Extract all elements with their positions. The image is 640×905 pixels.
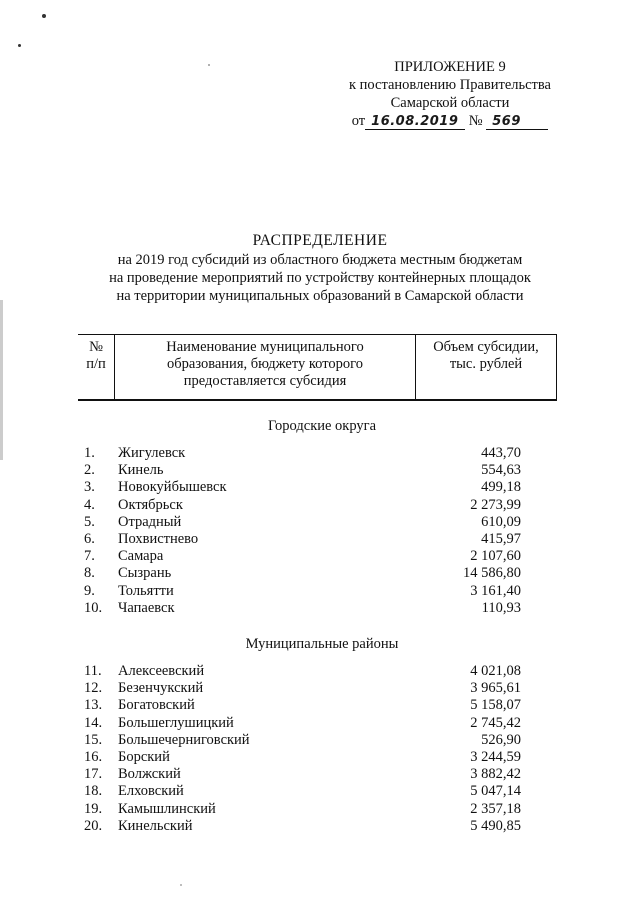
table-row: 4. Октябрьск 2 273,99: [84, 496, 521, 513]
header-col-number: № п/п: [78, 335, 115, 399]
appendix-header: [330, 58, 570, 130]
table-row: 10. Чапаевск 110,93: [84, 599, 521, 616]
title-heading: РАСПРЕДЕЛЕНИЕ: [252, 232, 388, 249]
header-col-amount: Объем субсидии, тыс. рублей: [433, 339, 539, 372]
table-row: 13. Богатовский 5 158,07: [84, 697, 521, 714]
table-row: 5. Отрадный 610,09: [84, 513, 521, 530]
table-body-city-districts: [78, 445, 558, 617]
table-row: 3. Новокуйбышевск 499,18: [84, 479, 521, 496]
table-row: 9. Тольятти 3 161,40: [84, 582, 521, 599]
title-line-1: на 2019 год субсидий из областного бюджета местным бюджетам: [117, 252, 523, 268]
document-title: [60, 232, 580, 305]
appendix-date-line: [330, 112, 570, 130]
table-row: 12. Безенчукский 3 965,61: [84, 680, 521, 697]
table-row: 16. Борский 3 244,59: [84, 748, 521, 765]
table-row: 17. Волжский 3 882,42: [84, 766, 521, 783]
table-row: 14. Большеглушицкий 2 745,42: [84, 714, 521, 731]
handwritten-number: 569: [486, 114, 548, 130]
table-row: 11. Алексеевский 4 021,08: [84, 663, 521, 679]
handwritten-date: 16.08.2019: [365, 114, 465, 130]
appendix-line-2: Самарской области: [390, 95, 510, 111]
appendix-line-1: к постановлению Правительства: [349, 77, 551, 93]
table-row: 2. Кинель 554,63: [84, 462, 521, 479]
scan-speck: [18, 44, 21, 47]
table-row: 20. Кинельский 5 490,85: [84, 817, 521, 834]
table-row: 19. Камышлинский 2 357,18: [84, 800, 521, 817]
number-prefix: №: [468, 113, 483, 129]
appendix-title: ПРИЛОЖЕНИЕ 9: [394, 59, 506, 75]
table-row: 15. Большечерниговский 526,90: [84, 731, 521, 748]
scan-edge-shadow: [0, 300, 3, 460]
table-row: 1. Жигулевск 443,70: [84, 445, 521, 461]
table-row: 6. Похвистнево 415,97: [84, 530, 521, 547]
title-line-2: на проведение мероприятий по устройству контейнерных площадок: [109, 270, 531, 286]
scan-speck: [42, 14, 46, 18]
table-row: 8. Сызрань 14 586,80: [84, 565, 521, 582]
section-title-municipal-districts: Муниципальные районы: [245, 636, 399, 652]
date-prefix: от: [351, 113, 366, 129]
table-row: 7. Самара 2 107,60: [84, 548, 521, 565]
table-header: [78, 334, 557, 401]
table-body-municipal-districts: [78, 663, 558, 835]
section-title-city-districts: Городские округа: [267, 418, 377, 434]
scan-speck: [208, 64, 210, 66]
table-row: 18. Елховский 5 047,14: [84, 783, 521, 800]
header-col-name: Наименование муниципального образования, бюджету которого предоставляется субсидия: [115, 335, 416, 399]
scan-speck: [180, 884, 182, 886]
title-line-3: на территории муниципальных образований в Самарской области: [116, 288, 524, 304]
